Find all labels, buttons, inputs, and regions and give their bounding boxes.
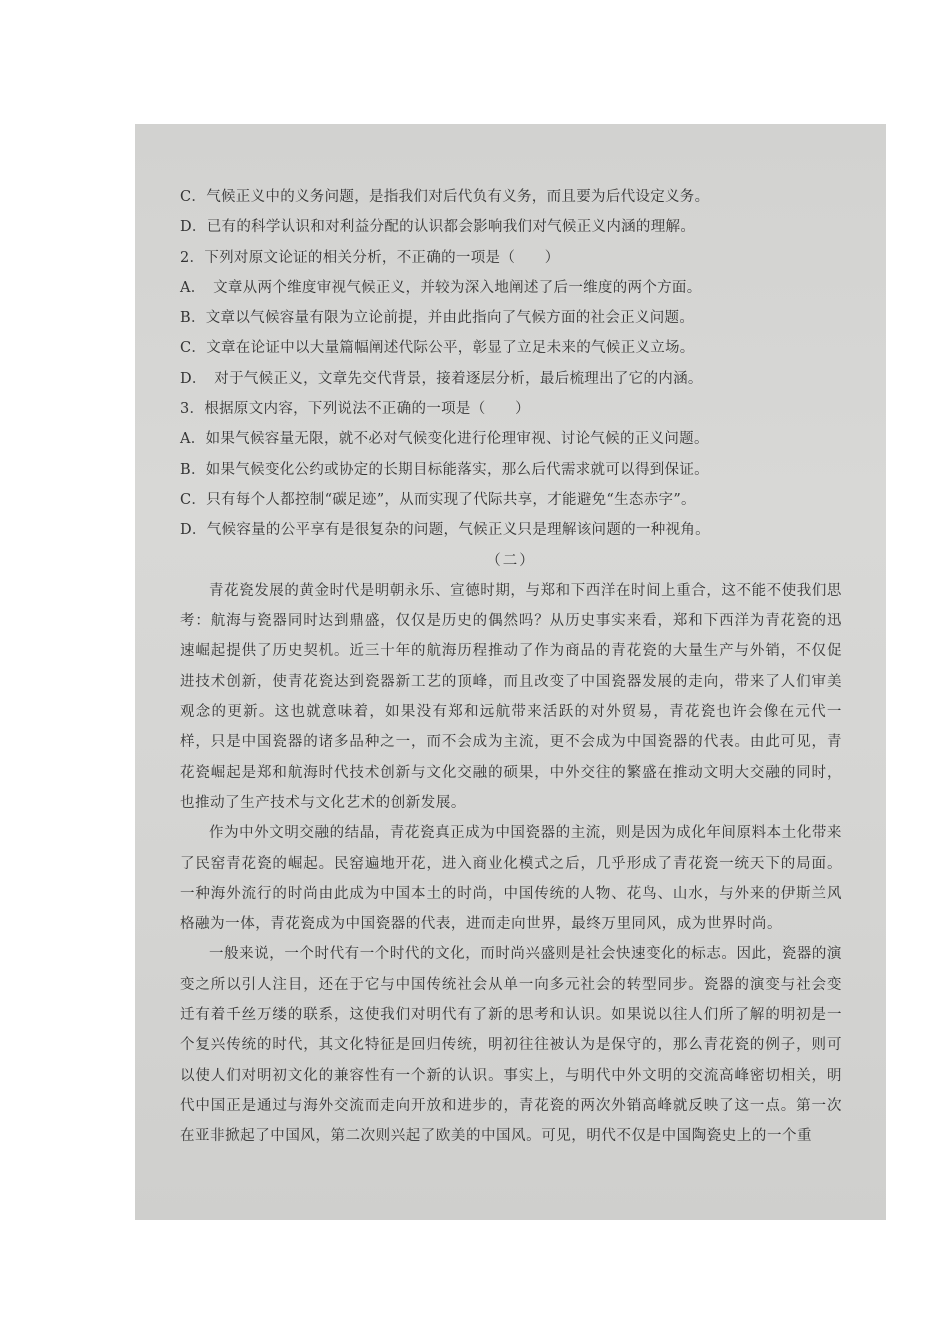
question-option: B．文章以气候容量有限为立论前提，并由此指向了气候方面的社会正义问题。	[180, 310, 695, 327]
body-paragraph: 青花瓷发展的黄金时代是明朝永乐、宣德时期，与郑和下西洋在时间上重合，这不能不使我们思考：航海与瓷器同时达到鼎盛，仅仅是历史的偶然吗？从历史事实来看，郑和下西洋为青花瓷的迅速崛起提供了历史契机。近三十年的航海历程推动了作为商品的青花瓷的大量生产与外销，不仅促进技术创新，使青花瓷达到瓷器新工艺的顶峰，而且改变了中国瓷器发展的走向，带来了人们审美观念的更新。这也就意味着，如果没有郑和远航带来活跃的对外贸易，青花瓷也许会像在元代一样，只是中国瓷器的诸多品种之一，而不会成为主流，更不会成为中国瓷器的代表。由此可见，青花瓷崛起是郑和航海时代技术创新与文化交融的硕果，中外交往的繁盛在推动文明大交融的同时，也推动了生产技术与文化艺术的创新发展。	[180, 582, 842, 811]
question-option: C．气候正义中的义务问题，是指我们对后代负有义务，而且要为后代设定义务。	[180, 189, 710, 205]
body-paragraph: 作为中外文明交融的结晶，青花瓷真正成为中国瓷器的主流，则是因为成化年间原料本土化带来了民窑青花瓷的崛起。民窑遍地开花，进入商业化模式之后，几乎形成了青花瓷一统天下的局面。一种海外流行的时尚由此成为中国本土的时尚，中国传统的人物、花鸟、山水，与外来的伊斯兰风格融为一体，青花瓷成为中国瓷器的代表，进而走向世界，最终万里同风，成为世界时尚。	[180, 825, 842, 933]
question-option: C．文章在论证中以大量篇幅阐述代际公平，彰显了立足未来的气候正义立场。	[180, 340, 695, 357]
scanned-page-photo	[135, 124, 886, 1220]
section-title: （二）	[486, 552, 536, 569]
question-option: A．如果气候容量无限，就不必对气候变化进行伦理审视、讨论气候的正义问题。	[180, 431, 709, 448]
question-stem: 2．下列对原文论证的相关分析，不正确的一项是（ ）	[180, 249, 560, 266]
page-text	[180, 182, 842, 1152]
question-option: D．已有的科学认识和对利益分配的认识都会影响我们对气候正义内涵的理解。	[180, 219, 696, 236]
question-option: D．气候容量的公平享有是很复杂的问题，气候正义只是理解该问题的一种视角。	[180, 522, 710, 539]
question-stem: 3．根据原文内容，下列说法不正确的一项是（ ）	[180, 401, 530, 418]
question-option: B．如果气候变化公约或协定的长期目标能落实，那么后代需求就可以得到保证。	[180, 461, 709, 478]
body-paragraph: 一般来说，一个时代有一个时代的文化，而时尚兴盛则是社会快速变化的标志。因此，瓷器的演变之所以引人注目，还在于它与中国传统社会从单一向多元社会的转型同步。瓷器的演变与社会变迁有着千丝万缕的联系，这使我们对明代有了新的思考和认识。如果说以往人们所了解的明初是一个复兴传统的时代，其文化特征是回归传统，明初往往被认为是保守的，那么青花瓷的例子，则可以使人们对明初文化的兼容性有一个新的认识。事实上，与明代中外文明的交流高峰密切相关，明代中国正是通过与海外交流而走向开放和进步的，青花瓷的两次外销高峰就反映了这一点。第一次在亚非掀起了中国风，第二次则兴起了欧美的中国风。可见，明代不仅是中国陶瓷史上的一个重	[180, 946, 842, 1145]
question-option: D． 对于气候正义，文章先交代背景，接着逐层分析，最后梳理出了它的内涵。	[180, 370, 703, 387]
question-option: A． 文章从两个维度审视气候正义，并较为深入地阐述了后一维度的两个方面。	[180, 279, 702, 296]
question-option: C．只有每个人都控制“碳足迹”，从而实现了代际共享，才能避免“生态赤字”。	[180, 491, 696, 508]
